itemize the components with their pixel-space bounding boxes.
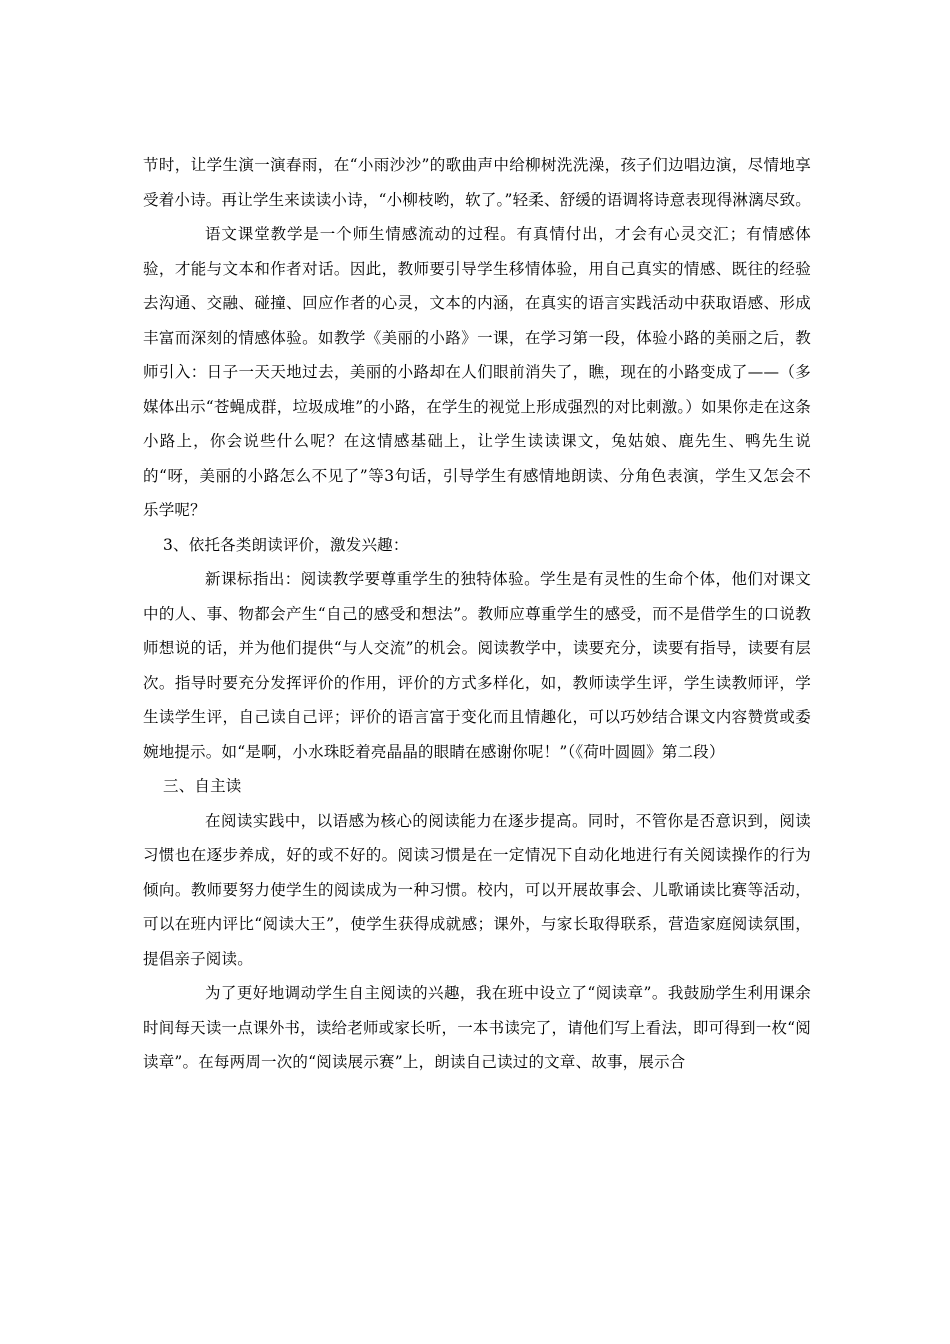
paragraph-spring-rain: 节时，让学生演一演春雨，在“小雨沙沙”的歌曲声中给柳树洗洗澡，孩子们边唱边演，尽情地享受着小诗。再让学生来读读小诗，“小柳枝哟，软了。”轻柔、舒缓的语调将诗意表现得淋漓尽致。 bbox=[143, 156, 811, 209]
paragraph-reading-badge: 为了更好地调动学生自主阅读的兴趣，我在班中设立了“阅读章”。我鼓励学生利用课余时间每天读一点课外书，读给老师或家长听，一本书读完了，请他们写上看法，即可得到一枚“阅读章”。在每两周一次的“阅读展示赛”上，朗读自己读过的文章、故事，展示合 bbox=[143, 984, 811, 1071]
section-heading-independent-reading: 三、自主读 bbox=[163, 777, 242, 795]
section-heading-reading-evaluation: 3、依托各类朗读评价，激发兴趣： bbox=[163, 535, 409, 554]
paragraph-reading-habits: 在阅读实践中，以语感为核心的阅读能力在逐步提高。同时，不管你是否意识到，阅读习惯也在逐步养成，好的或不好的。阅读习惯是在一定情况下自动化地进行有关阅读操作的行为倾向。教师要努力使学生的阅读成为一种习惯。校内，可以开展故事会、儿歌诵读比赛等活动，可以在班内评比“阅读大王”，使学生获得成就感；课外，与家长取得联系，营造家庭阅读氛围，提倡亲子阅读。 bbox=[143, 811, 811, 968]
paragraph-new-curriculum: 新课标指出：阅读教学要尊重学生的独特体验。学生是有灵性的生命个体，他们对课文中的人、事、物都会产生“自己的感受和想法”。教师应尊重学生的感受，而不是借学生的口说教师想说的话，并为他们提供“与人交流”的机会。阅读教学中，读要充分，读要有指导，读要有层次。指导时要充分发挥评价的作用，评价的方式多样化，如，教师读学生评，学生读教师评，学生读学生评，自己读自己评；评价的语言富于变化而且情趣化，可以巧妙结合课文内容赞赏或委婉地提示。如“是啊，小水珠眨着亮晶晶的眼睛在感谢你呢！”（《荷叶圆圆》第二段） bbox=[143, 570, 811, 761]
document-body bbox=[143, 148, 811, 1080]
paragraph-emotional-experience: 语文课堂教学是一个师生情感流动的过程。有真情付出，才会有心灵交汇；有情感体验，才能与文本和作者对话。因此，教师要引导学生移情体验，用自己真实的情感、既往的经验去沟通、交融、碰撞、回应作者的心灵，文本的内涵，在真实的语言实践活动中获取语感、形成丰富而深刻的情感体验。如教学《美丽的小路》一课，在学习第一段，体验小路的美丽之后，教师引入：日子一天天地过去，美丽的小路却在人们眼前消失了，瞧，现在的小路变成了——（多媒体出示“苍蝇成群，垃圾成堆”的小路，在学生的视觉上形成强烈的对比刺激。）如果你走在这条小路上，你会说些什么呢？在这情感基础上，让学生读读课文，兔姑娘、鹿先生、鸭先生说的“呀，美丽的小路怎么不见了”等3句话，引导学生有感情地朗读、分角色表演，学生又怎会不乐学呢？ bbox=[143, 225, 811, 519]
